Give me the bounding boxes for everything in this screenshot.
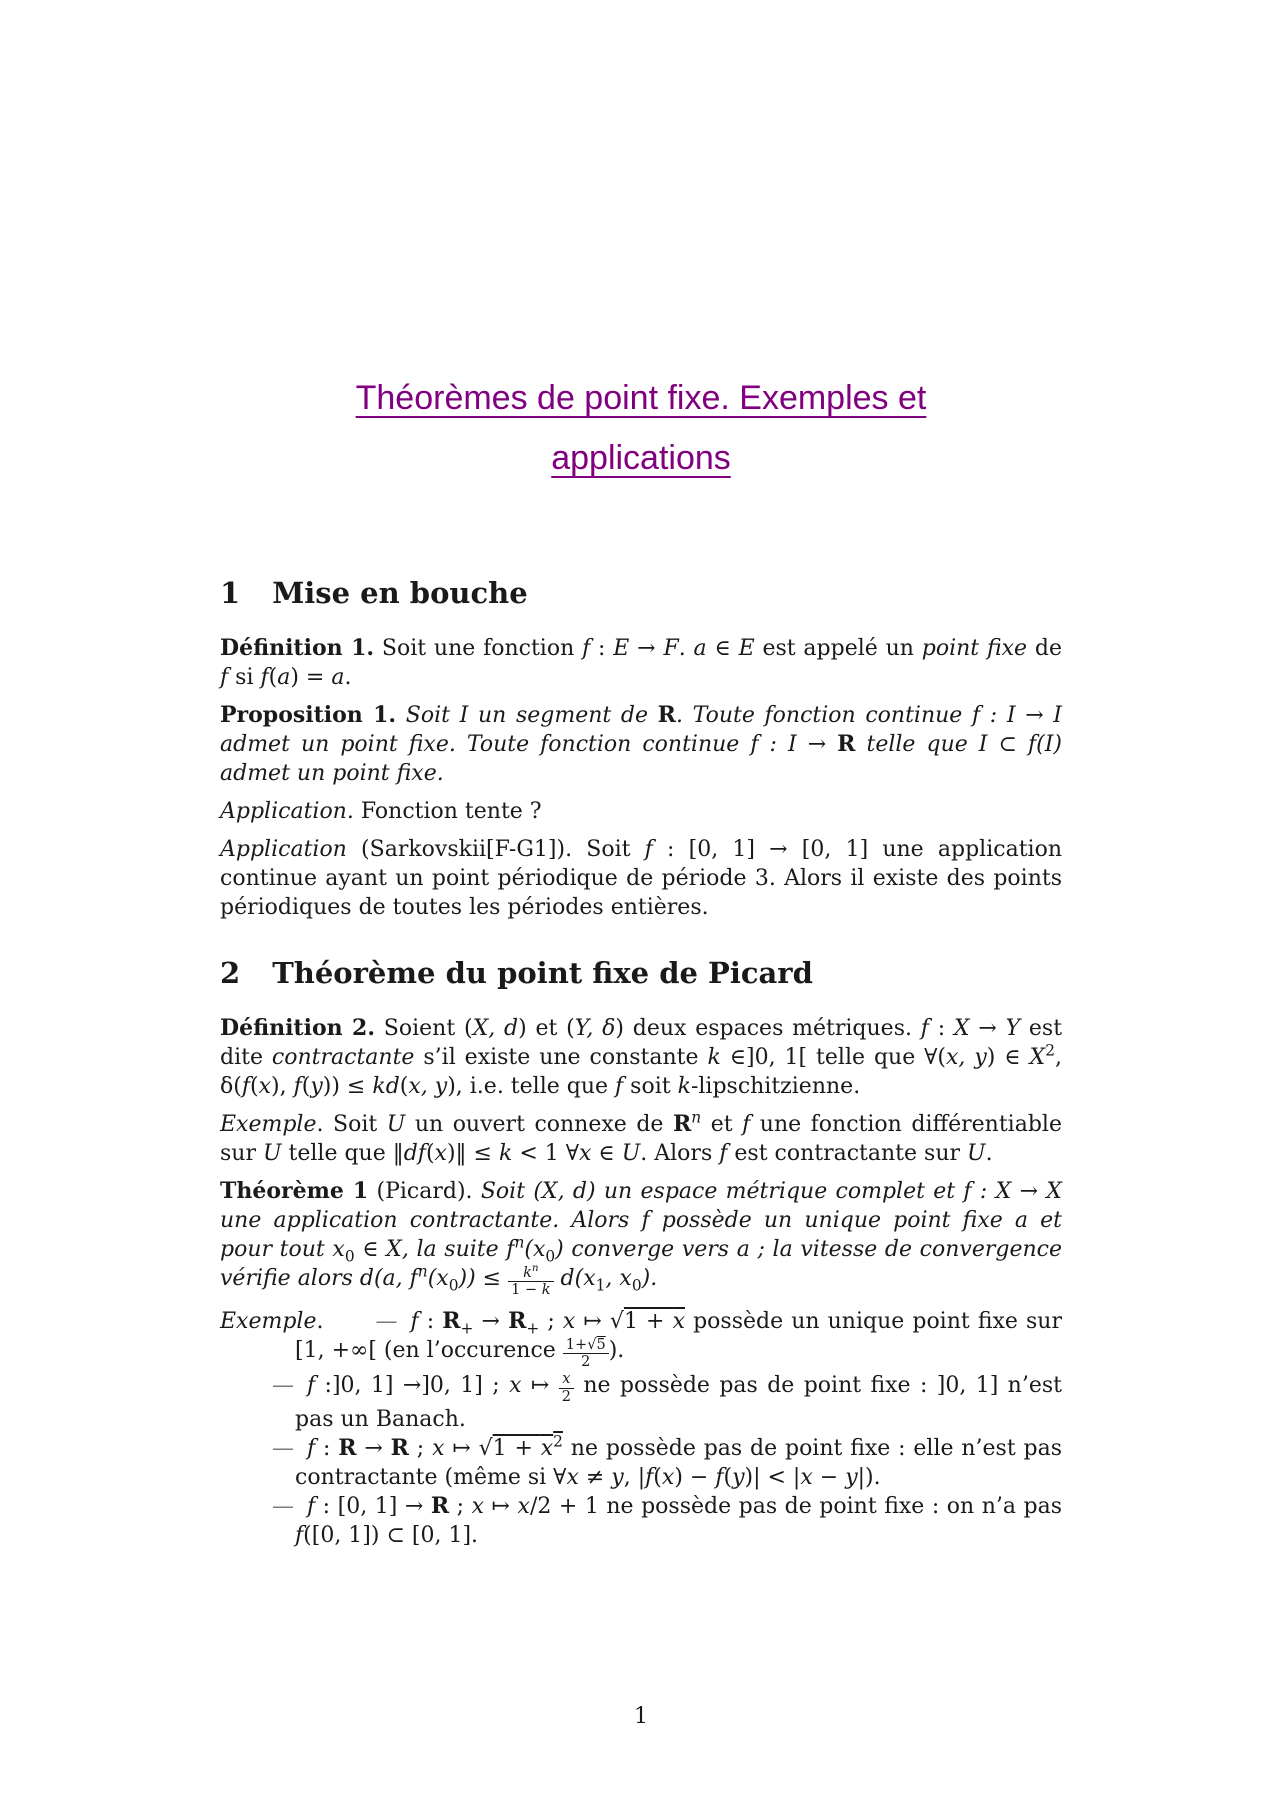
text-segment: R [442, 1308, 461, 1335]
text-segment: ( [249, 1074, 259, 1099]
text-segment: ; [449, 1493, 472, 1519]
text-segment: E [613, 636, 630, 661]
text-segment: 2 [1045, 1041, 1055, 1060]
text-segment: )| < | [744, 1464, 801, 1490]
fraction-denominator [508, 1281, 553, 1298]
text-segment [624, 1309, 685, 1334]
text-segment: ( [301, 1074, 311, 1099]
text-segment: Exemple [220, 1112, 317, 1137]
title-row [220, 368, 1062, 428]
text-segment: 1 − [511, 1282, 542, 1298]
fraction-denominator [559, 1388, 574, 1405]
text-segment: x, y [408, 1074, 448, 1099]
text-segment: f [920, 1016, 929, 1041]
text-segment: ( [723, 1464, 733, 1490]
text-segment: )‖ ≤ [446, 1141, 499, 1166]
text-segment: . Toute fonction continue f : I → I admet un point fixe. Toute fonction continue f : I → [220, 703, 1062, 757]
text-segment: )) ≤ [322, 1074, 373, 1099]
text-segment: k [707, 1045, 721, 1070]
title-line-2[interactable]: applications [551, 439, 731, 477]
text-segment: → [356, 1435, 391, 1461]
text-segment: f [241, 1074, 250, 1099]
text-segment: ne possède pas de point fixe : ]0, 1] n’est pas un Banach. [295, 1372, 1062, 1432]
example-item [272, 1371, 1062, 1434]
text-segment: |). [857, 1464, 881, 1490]
text-segment: (Sarkovskii[F-G1]). Soit [346, 837, 645, 862]
text-segment: − [812, 1464, 846, 1490]
example-item [272, 1434, 1062, 1492]
section-number: 1 [220, 576, 241, 610]
text-segment: Y, δ [574, 1016, 616, 1041]
title-line-1[interactable]: Théorèmes de point fixe. Exemples et [355, 379, 927, 417]
text-segment: x [432, 1435, 445, 1461]
text-segment: 1 + [492, 1435, 541, 1461]
text-segment: 0 [344, 1247, 355, 1266]
text-segment: , x [605, 1266, 632, 1291]
text-segment: possède un unique point fixe sur [1, +∞[ (en l’occurence [295, 1309, 1062, 1364]
text-segment: f [260, 665, 269, 690]
text-segment: (x [524, 1237, 546, 1262]
text-segment: ) = [290, 665, 332, 690]
section-title: Mise en bouche [272, 576, 528, 610]
text-segment: /2 + 1 ne possède pas de point fixe : on n’a pas [529, 1493, 1063, 1519]
text-segment: x, y [946, 1045, 987, 1070]
text-segment: df [403, 1141, 426, 1166]
text-segment: est contractante sur [727, 1141, 968, 1166]
text-segment: < 1 ∀ [512, 1141, 580, 1166]
text-segment: Soit I un segment de [396, 703, 658, 728]
text-segment: x [579, 1141, 592, 1166]
text-segment: un ouvert connexe de [405, 1112, 673, 1137]
text-segment: . [985, 1141, 993, 1166]
text-segment: ≠ [578, 1464, 612, 1490]
text-segment: contractante [271, 1045, 415, 1070]
text-segment: f [615, 1074, 624, 1099]
text-segment: E [738, 636, 755, 661]
text-segment: ( [653, 1464, 662, 1490]
section-heading [220, 576, 1062, 610]
text-segment: f [582, 636, 591, 661]
text-segment: x [509, 1372, 522, 1398]
text-segment: + [460, 1319, 474, 1338]
text-segment: ( [268, 665, 278, 690]
example-item [220, 1307, 1062, 1370]
text-segment: R [430, 1492, 450, 1519]
text-segment: x [661, 1464, 675, 1490]
paragraph [220, 797, 1062, 826]
example-label [220, 1309, 376, 1334]
text-segment: x [562, 1309, 576, 1335]
text-segment: 0 [545, 1247, 556, 1266]
text-segment: n [514, 1233, 525, 1252]
text-segment: k [523, 1264, 532, 1281]
text-segment: si [228, 665, 261, 690]
text-segment: f [295, 1522, 304, 1548]
text-segment: f [307, 1493, 316, 1519]
section-title: Théorème du point fixe de Picard [272, 956, 813, 990]
text-segment: f [220, 665, 229, 690]
example-item [272, 1492, 1062, 1550]
paragraph [220, 835, 1062, 922]
text-segment: est appelé un [754, 636, 922, 661]
text-segment: ( [425, 1141, 435, 1166]
text-segment: telle que I ⊂ f(I) admet un point fixe. [220, 732, 1062, 786]
text-segment: 2 [581, 1354, 591, 1371]
text-segment: R [338, 1434, 357, 1461]
text-segment: x [540, 1435, 554, 1461]
text-segment: ) − [674, 1464, 716, 1490]
text-segment: X [1029, 1045, 1046, 1070]
text-segment: k [498, 1141, 513, 1166]
text-segment: Définition 2. [220, 1015, 376, 1041]
text-segment: Théorème 1 [220, 1178, 369, 1204]
text-segment: n [531, 1262, 539, 1274]
text-segment: . Alors [640, 1141, 720, 1166]
document-content [220, 0, 1062, 1550]
text-segment: ( [399, 1074, 409, 1099]
text-segment: ), i.e. telle que [447, 1074, 616, 1099]
text-segment: ([0, 1]) ⊂ [0, 1]. [303, 1522, 479, 1548]
text-segment: ) ∈ [986, 1045, 1030, 1070]
fraction [508, 1262, 553, 1299]
text-segment: f [307, 1372, 316, 1398]
text-segment: ). [641, 1266, 658, 1291]
text-segment: k [677, 1074, 691, 1099]
paragraph [220, 1177, 1062, 1298]
paragraph [220, 1014, 1062, 1101]
text-segment: a [277, 665, 291, 690]
text-segment: ) deux espaces métriques. [615, 1016, 921, 1041]
text-segment: ∈ [706, 636, 739, 661]
text-segment: ) et ( [518, 1016, 575, 1041]
fraction-numerator [563, 1337, 609, 1353]
text-segment: R [657, 702, 676, 728]
section-heading [220, 956, 1062, 990]
text-segment: n [691, 1108, 702, 1127]
text-segment: : [928, 1016, 954, 1041]
text-segment: . [344, 665, 352, 690]
item-dash: — [272, 1435, 294, 1461]
text-segment: y [845, 1464, 858, 1490]
text-segment: x [800, 1464, 813, 1490]
text-segment: X [953, 1016, 970, 1041]
text-segment: (Picard). [368, 1179, 481, 1204]
text-segment: . Fonction tente ? [346, 799, 542, 824]
text-segment: : [418, 1309, 443, 1335]
doc-title[interactable] [220, 368, 1062, 488]
text-segment: x [566, 1464, 579, 1490]
text-segment: Soit (X, d) un espace métrique complet et f : X → X une application contractante. Alors f possède un unique point fixe a et pour tout x [220, 1179, 1062, 1262]
text-segment: R [837, 731, 856, 757]
text-segment: s’il existe une constante [414, 1045, 708, 1070]
text-segment: x [258, 1074, 271, 1099]
text-segment: , δ( [220, 1045, 1062, 1099]
text-segment: y [611, 1464, 624, 1490]
text-segment: → [629, 636, 664, 661]
text-segment: ↦ [484, 1493, 518, 1519]
item-dash: — [272, 1372, 294, 1398]
text-segment: 1+√ [565, 1337, 597, 1353]
text-segment: une fonction différentiable sur [220, 1112, 1062, 1166]
text-segment: Soit une fonction [374, 636, 583, 661]
text-segment: 0 [448, 1276, 459, 1295]
fraction-numerator [559, 1371, 574, 1387]
text-segment: Proposition 1. [220, 702, 397, 728]
text-segment: 0 [631, 1276, 642, 1295]
text-segment: F [663, 636, 679, 661]
text-segment: ), [271, 1074, 294, 1099]
text-segment: x [517, 1493, 530, 1519]
item-dash: — [272, 1493, 294, 1519]
text-segment: ) converge vers a ; la vitesse de convergence vérifie alors d(a, f [220, 1237, 1062, 1291]
section-number: 2 [220, 956, 241, 990]
text-segment: d(x [553, 1266, 596, 1291]
text-segment: . [678, 636, 694, 661]
text-segment: a [331, 665, 345, 690]
text-segment: ). [608, 1338, 625, 1364]
text-segment: 1 + [623, 1309, 673, 1335]
text-segment: 2 [553, 1432, 563, 1451]
text-segment: ne possède pas de point fixe : elle n’est pas contractante (même si ∀ [295, 1435, 1062, 1490]
text-segment: ↦ √ [444, 1435, 493, 1461]
text-segment: y [732, 1464, 745, 1490]
text-segment: R [672, 1111, 692, 1137]
text-segment: ∈ [591, 1141, 622, 1166]
text-segment: de [1027, 636, 1062, 661]
text-segment: ∈]0, 1[ telle que ∀( [720, 1045, 947, 1070]
fraction [559, 1371, 574, 1405]
text-segment: ; [539, 1309, 563, 1335]
text-segment: f [715, 1464, 724, 1490]
title-row [220, 428, 1062, 488]
text-segment: Soient ( [375, 1016, 473, 1041]
text-segment: ; [408, 1435, 433, 1461]
text-segment: Définition 1. [220, 635, 375, 661]
page-number: 1 [634, 1704, 648, 1729]
text-segment: Application [220, 799, 347, 824]
text-segment: : [0, 1] → [0, 1] une application continue ayant un point périodique de période 3. Alors il existe des points périodiques de toutes les périodes entières. [220, 837, 1062, 920]
text-segment: R [390, 1434, 409, 1461]
text-segment: x [562, 1371, 571, 1388]
text-segment: + [526, 1319, 540, 1338]
document-body [220, 576, 1062, 1550]
paragraph [220, 1110, 1062, 1168]
text-segment: Exemple [220, 1309, 317, 1335]
text-segment [492, 1432, 563, 1461]
text-segment: U [386, 1112, 406, 1137]
text-segment: -lipschitzienne. [690, 1074, 861, 1099]
text-segment: . Soit [316, 1112, 387, 1137]
text-segment: f [719, 1141, 728, 1166]
text-segment: 5 [596, 1337, 606, 1353]
fraction [563, 1337, 609, 1371]
text-segment: soit [623, 1074, 678, 1099]
text-segment: : [0, 1] → [315, 1493, 431, 1519]
text-segment: U [262, 1141, 282, 1166]
text-segment: → [969, 1016, 1006, 1041]
text-segment: f [293, 1074, 302, 1099]
text-segment: )) ≤ [458, 1266, 509, 1291]
text-segment: ↦ √ [575, 1309, 624, 1335]
text-segment: f [742, 1112, 751, 1137]
text-segment: Y [1005, 1016, 1021, 1041]
text-segment: (x [427, 1266, 449, 1291]
text-segment: . [316, 1309, 324, 1335]
text-segment: ↦ [521, 1372, 559, 1398]
text-segment: k [541, 1282, 551, 1298]
text-segment: f [410, 1309, 419, 1335]
text-segment: : [590, 636, 614, 661]
text-segment: U [967, 1141, 986, 1166]
text-segment: x [471, 1493, 485, 1519]
text-segment: y [310, 1074, 323, 1099]
text-segment: :]0, 1] →]0, 1] ; [315, 1372, 510, 1398]
text-segment: X, d [472, 1016, 519, 1041]
text-segment: U [621, 1141, 641, 1166]
text-segment: et [701, 1112, 743, 1137]
paragraph [220, 634, 1062, 692]
text-segment: R [508, 1308, 527, 1335]
item-dash: — [375, 1309, 398, 1335]
text-segment: f [645, 1464, 654, 1490]
text-segment: est dite [220, 1016, 1063, 1070]
paragraph [220, 701, 1062, 788]
text-segment: → [473, 1309, 509, 1335]
text-segment: x [672, 1309, 685, 1335]
text-segment: 2 [561, 1388, 571, 1405]
text-segment: kd [372, 1074, 400, 1099]
text-segment: Application [220, 837, 347, 862]
text-segment: x [434, 1141, 447, 1166]
text-segment: telle que ‖ [281, 1141, 404, 1166]
text-segment: 1 [595, 1276, 606, 1295]
text-segment: a [693, 636, 707, 661]
text-segment: f [307, 1435, 316, 1461]
fraction-numerator [508, 1262, 553, 1281]
text-segment: ∈ X, la suite f [354, 1237, 515, 1262]
text-segment: f [644, 837, 653, 862]
text-segment: , | [623, 1464, 646, 1490]
text-segment: n [417, 1262, 428, 1281]
fraction-denominator [563, 1353, 609, 1370]
text-segment: point fixe [921, 636, 1028, 661]
text-segment: : [315, 1435, 339, 1461]
